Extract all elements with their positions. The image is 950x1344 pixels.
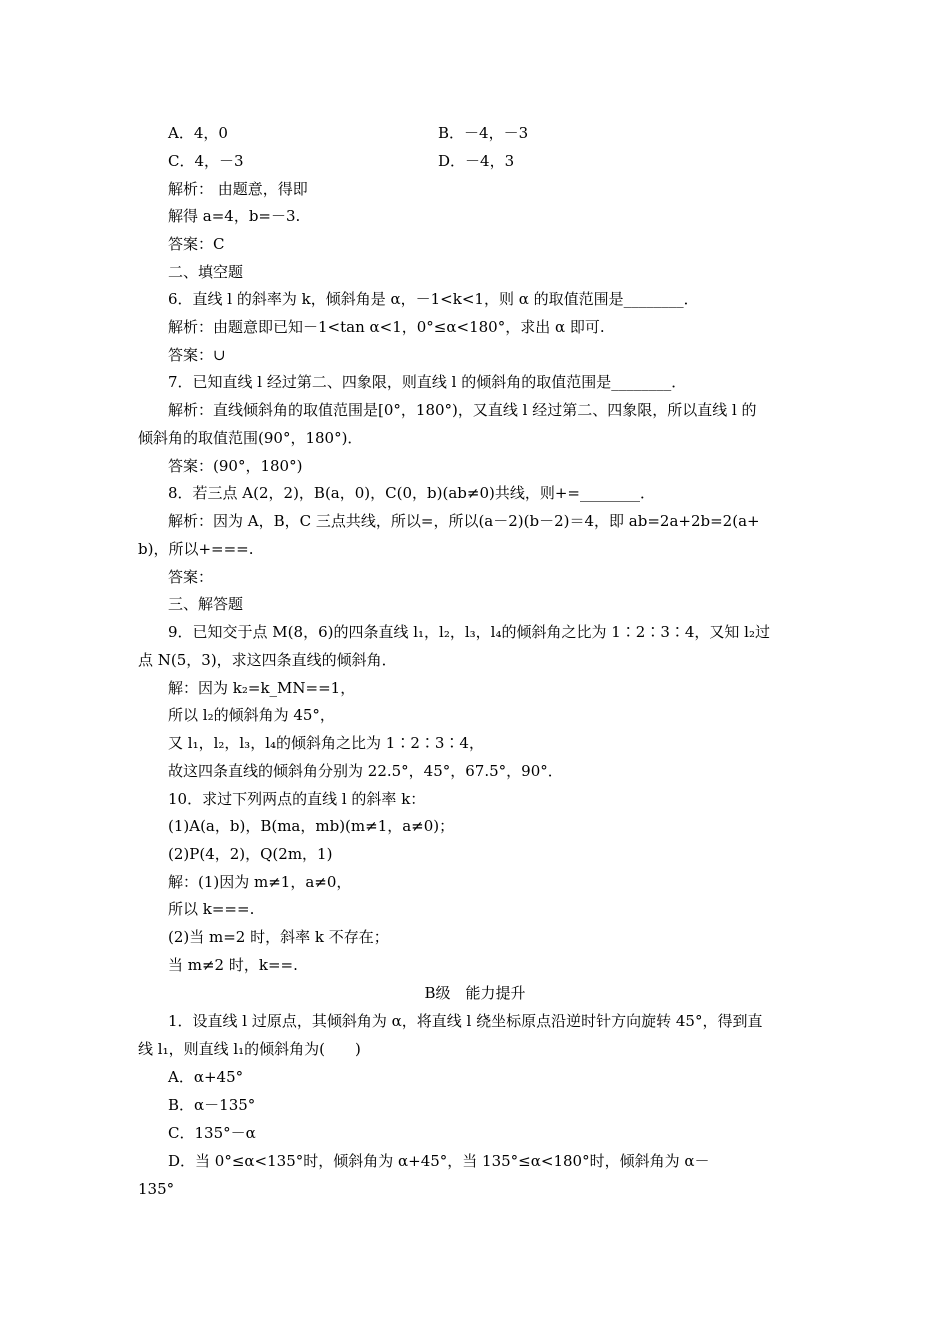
q5-solution: 解得 a=4，b=－3. [168, 207, 301, 225]
q7-analysis-line2: 倾斜角的取值范围(90°，180°)． [138, 429, 363, 447]
q8-analysis-line2: b)，所以+===. [138, 540, 254, 558]
q8-analysis-line1: 解析：因为 A，B，C 三点共线，所以=，所以(a－2)(b－2)＝4，即 ab=2a+2b=2(a+ [168, 512, 760, 530]
b1-option-b: B．α－135° [168, 1096, 256, 1114]
q10-part1: (1)A(a，b)，B(ma，mb)(m≠1，a≠0)； [168, 817, 455, 835]
q9-solution-4: 故这四条直线的倾斜角分别为 22.5°，45°，67.5°，90°． [168, 762, 563, 780]
q10-solution-4: 当 m≠2 时，k==. [168, 956, 298, 974]
section-b-heading: B级 能力提升 [424, 984, 526, 1002]
q7-text: 7．已知直线 l 经过第二、四象限，则直线 l 的倾斜角的取值范围是________． [168, 373, 687, 391]
q10-text: 10．求过下列两点的直线 l 的斜率 k： [168, 790, 426, 808]
q6-analysis: 解析：由题意即已知－1<tan α<1，0°≤α<180°，求出 α 即可. [168, 318, 605, 336]
q5-option-c: C．4，－3 [168, 152, 244, 170]
section-fill-in-heading: 二、填空题 [168, 263, 244, 281]
q9-text-line2: 点 N(5，3)，求这四条直线的倾斜角． [138, 651, 397, 669]
q7-answer: 答案：(90°，180°) [168, 457, 303, 475]
q10-solution-3: (2)当 m=2 时，斜率 k 不存在； [168, 928, 389, 946]
q10-part2: (2)P(4，2)，Q(2m，1) [168, 845, 333, 863]
q5-answer: 答案：C [168, 235, 225, 253]
b1-text-line1: 1．设直线 l 过原点，其倾斜角为 α，将直线 l 绕坐标原点沿逆时针方向旋转 45°，得到直 [168, 1012, 763, 1030]
q9-solution-3: 又 l₁，l₂，l₃，l₄的倾斜角之比为 1∶2∶3∶4， [168, 734, 484, 752]
b1-option-a: A．α+45° [168, 1068, 244, 1086]
q9-solution-2: 所以 l₂的倾斜角为 45°， [168, 706, 335, 724]
q10-solution-2: 所以 k===. [168, 900, 255, 918]
b1-option-c: C．135°－α [168, 1124, 256, 1142]
b1-option-d-line2: 135° [138, 1180, 175, 1198]
q5-option-a: A．4，0 [168, 124, 228, 142]
section-solutions-heading: 三、解答题 [168, 595, 244, 613]
q7-analysis-line1: 解析：直线倾斜角的取值范围是[0°，180°)，又直线 l 经过第二、四象限，所以直线 l 的 [168, 401, 757, 419]
b1-text-line2: 线 l₁，则直线 l₁的倾斜角为( ) [138, 1040, 361, 1058]
b1-option-d-line1: D．当 0°≤α<135°时，倾斜角为 α+45°，当 135°≤α<180°时，倾斜角为 α－ [168, 1152, 710, 1170]
q5-option-b: B．－4，－3 [438, 124, 529, 142]
q6-text: 6．直线 l 的斜率为 k，倾斜角是 α，－1<k<1，则 α 的取值范围是________． [168, 290, 699, 308]
q8-answer: 答案： [168, 568, 214, 586]
q9-solution-1: 解：因为 k₂=k_MN==1， [168, 679, 356, 697]
q5-option-d: D．－4，3 [438, 152, 515, 170]
q6-answer: 答案：∪ [168, 346, 226, 364]
q10-solution-1: 解：(1)因为 m≠1，a≠0， [168, 873, 352, 891]
q9-text-line1: 9．已知交于点 M(8，6)的四条直线 l₁，l₂，l₃，l₄的倾斜角之比为 1∶2∶3∶4，又知 l₂过 [168, 623, 770, 641]
q5-analysis: 解析： 由题意，得即 [168, 180, 308, 198]
q8-text: 8．若三点 A(2，2)，B(a，0)，C(0，b)(ab≠0)共线，则+=________． [168, 484, 655, 502]
